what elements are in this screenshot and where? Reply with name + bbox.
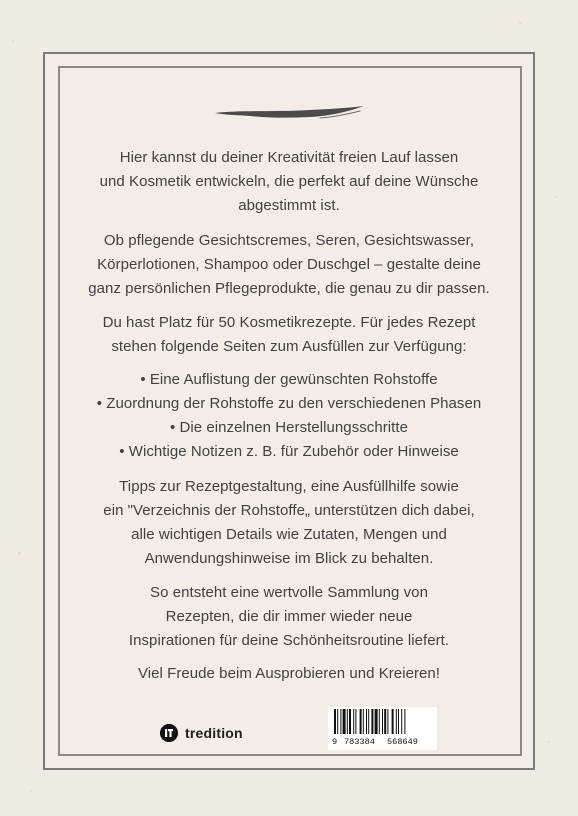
text-line: Inspirationen für deine Schönheitsroutine liefert. (128, 632, 450, 649)
recipe-space-paragraph (70, 311, 508, 359)
help-paragraph (70, 475, 508, 571)
barcode-bar (343, 709, 346, 734)
collection-paragraph (70, 581, 508, 653)
barcode-bar (363, 709, 364, 734)
barcode-bar (379, 709, 380, 734)
barcode-digit-group-2: 568649 (387, 737, 418, 747)
paper-speck (12, 40, 14, 42)
barcode-bar (404, 709, 405, 734)
text-line: Rezepten, die dir immer wieder neue (165, 608, 413, 625)
text-line: und Kosmetik entwickeln, die perfekt auf deine Wünsche (99, 173, 479, 190)
barcode-digits (328, 736, 437, 748)
barcode-bar (360, 709, 362, 734)
barcode-bar (401, 709, 402, 734)
paper-speck (555, 196, 557, 198)
text-line: Tipps zur Rezeptgestaltung, eine Ausfüllhilfe sowie (119, 478, 459, 495)
barcode-bar (387, 709, 388, 734)
text-line: So entsteht eine wertvolle Sammlung von (150, 584, 428, 601)
text-line: ein "Verzeichnis der Rohstoffe„ unterstützen dich dabei, (103, 502, 475, 519)
barcode-bar (340, 709, 341, 734)
barcode-bar (366, 709, 367, 734)
text-line: Anwendungshinweise im Blick zu behalten. (144, 550, 434, 567)
barcode-bar (371, 709, 373, 734)
text-line: stehen folgende Seiten zum Ausfüllen zur Verfügung: (111, 338, 467, 355)
list-item: • Wichtige Notizen z. B. für Zubehör oder Hinweise (119, 443, 459, 460)
barcode-bar (384, 709, 386, 734)
text-line: Du hast Platz für 50 Kosmetikrezepte. Für jedes Rezept (102, 314, 476, 331)
barcode-bar (382, 709, 383, 734)
paper-speck (18, 552, 21, 555)
text-line: ganz persönlichen Pflegeprodukte, die genau zu dir passen. (88, 280, 490, 297)
list-item: • Die einzelnen Herstellungsschritte (170, 419, 408, 436)
text-line: alle wichtigen Details wie Zutaten, Mengen und (131, 526, 447, 543)
barcode-bar (398, 709, 399, 734)
barcode-bar (368, 709, 369, 734)
barcode-prefix-digit: 9 (332, 737, 338, 747)
list-item: • Eine Auflistung der gewünschten Rohstoffe (140, 371, 438, 388)
barcode-bars (334, 709, 431, 734)
publisher-logo (160, 724, 243, 742)
barcode-bar (353, 709, 354, 734)
text-line: Hier kannst du deiner Kreativität freien Lauf lassen (119, 149, 459, 166)
text-line: Viel Freude beim Ausprobieren und Kreieren! (137, 665, 441, 682)
barcode-bar (349, 709, 351, 734)
products-paragraph (70, 229, 508, 301)
barcode-bar (396, 709, 397, 734)
text-line: abgestimmt ist. (238, 197, 340, 214)
closing-paragraph (70, 662, 508, 686)
barcode-bar (392, 709, 394, 734)
publisher-name: tredition (185, 725, 243, 741)
decorative-swoosh (210, 100, 368, 126)
text-line: Körperlotionen, Shampoo oder Duschgel – gestalte deine (97, 256, 481, 273)
barcode-bar (355, 709, 356, 734)
barcode-bar (347, 709, 348, 734)
barcode-bar (337, 709, 338, 734)
features-list (70, 368, 508, 464)
paper-speck (30, 790, 32, 792)
barcode-bar (334, 709, 336, 734)
list-item: • Zuordnung der Rohstoffe zu den verschiedenen Phasen (96, 395, 482, 412)
intro-paragraph (70, 146, 508, 218)
text-line: Ob pflegende Gesichtscremes, Seren, Gesichtswasser, (103, 232, 475, 249)
isbn-barcode (328, 707, 437, 750)
barcode-digit-group-1: 783384 (344, 737, 375, 747)
barcode-bar (375, 709, 378, 734)
paper-speck (519, 22, 522, 24)
tredition-logo-icon (160, 724, 178, 742)
paper-speck (548, 741, 550, 743)
